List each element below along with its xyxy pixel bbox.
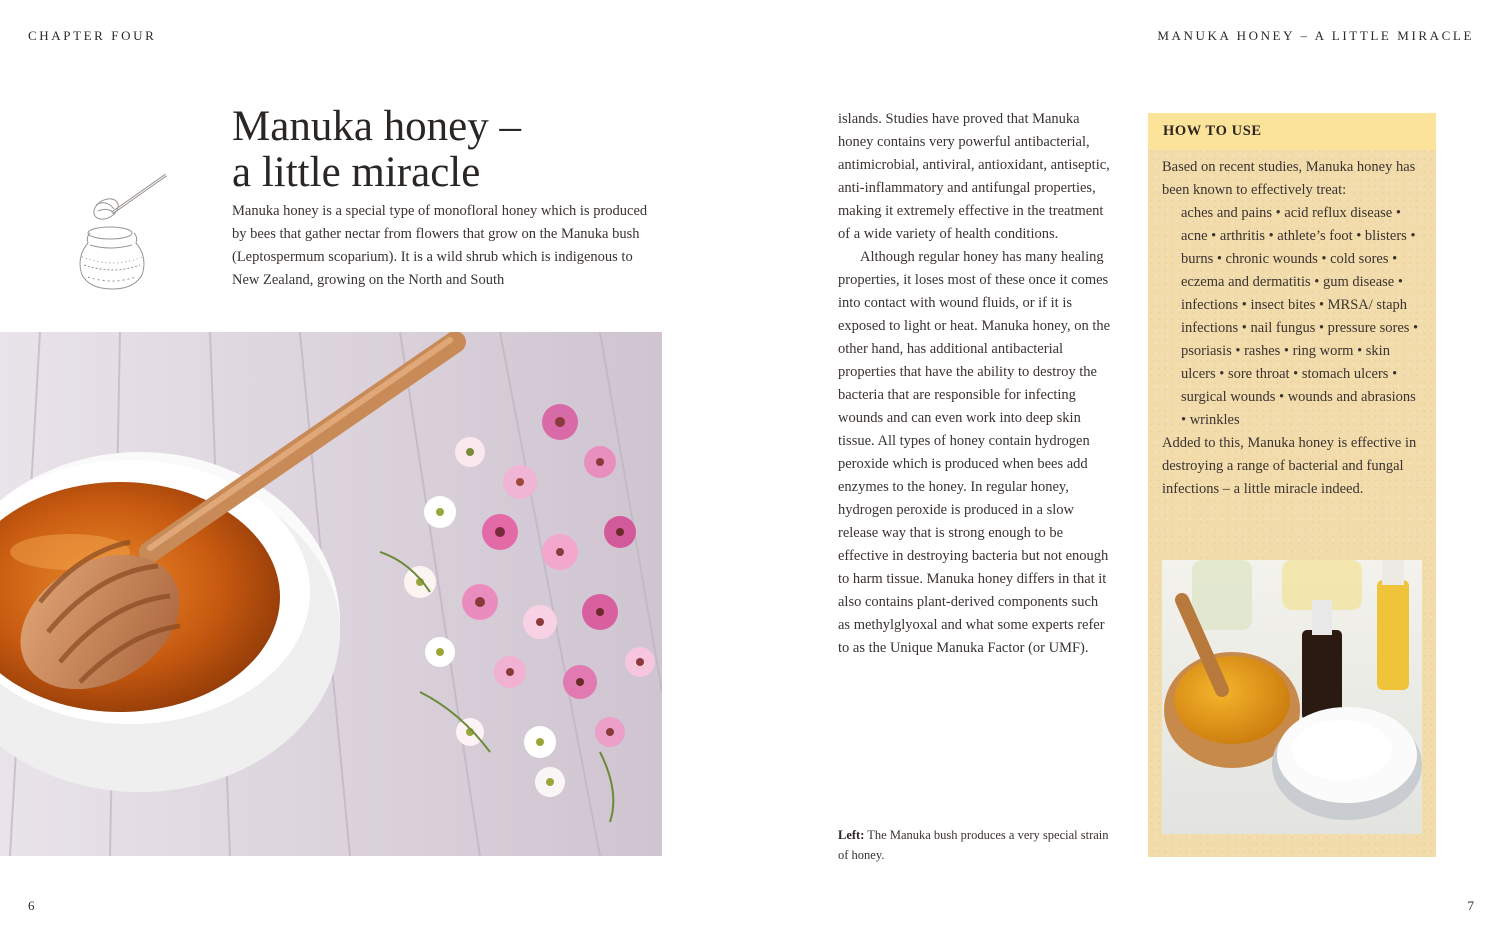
body-paragraph-2: Although regular honey has many healing properties, it loses most of these once it comes into contact with wound fluids, or if it is exposed to light or heat. Manuka honey, on the other hand, has additional antibacterial properties that have the ability to destroy the bacteria that are responsible for infecting wounds and can even work into deep skin tissue. All types of honey contain hydrogen peroxide which is produced when bees add enzymes to the honey. In regular honey, hydrogen peroxide is produced in a slow release way that is strong enough to be effective in destroying bacteria but not enough to harm tissue. Manuka honey differs in that it also contains plant-derived components such as methylglyoxal and what some experts refer to as the Unique Manuka Factor (or UMF). <box>838 249 1111 656</box>
photo-caption <box>838 825 1113 865</box>
article-heading <box>232 104 521 196</box>
caption-label: Left: <box>838 828 865 842</box>
body-column <box>838 108 1113 660</box>
caption-text: The Manuka bush produces a very special strain of honey. <box>838 828 1109 862</box>
heading-line-2: a little miracle <box>232 149 481 196</box>
body-paragraph-1: islands. Studies have proved that Manuka honey contains very powerful antibacterial, antimicrobial, antiviral, antioxidant, antiseptic, anti-inflammatory and antifungal properties, making it extremely effective in the treatment of a wide variety of health conditions. <box>838 111 1110 242</box>
sidebar-header <box>1148 113 1436 150</box>
sidebar-intro: Based on recent studies, Manuka honey has been known to effectively treat: <box>1162 159 1416 198</box>
honey-pot-illustration <box>70 165 180 295</box>
honey-skincare-photo <box>1162 560 1422 834</box>
conditions-list: aches and pains • acid reflux disease • acne • arthritis • athlete’s foot • blisters • burns • chronic wounds • cold sores • eczema and dermatitis • gum disease • infections • insect bites • MRSA/ staph infections • nail fungus • pressure sores • psoriasis • rashes • ring worm • skin ulcers • sore throat • stomach ulcers • surgical wounds • wounds and abrasions • wrinkles <box>1181 205 1419 428</box>
sidebar-title: HOW TO USE <box>1163 123 1262 139</box>
page-number-right: 7 <box>1467 898 1474 913</box>
honey-bowl-photo <box>0 332 662 856</box>
page-number-left: 6 <box>28 898 35 913</box>
running-head-chapter: CHAPTER FOUR <box>28 28 157 43</box>
sidebar-body <box>1148 150 1436 501</box>
intro-paragraph: Manuka honey is a special type of monofloral honey which is produced by bees that gather nectar from flowers that grow on the Manuka bush (Leptospermum scoparium). It is a wild shrub which is indigenous to New Zealand, growing on the North and South <box>232 203 648 288</box>
sidebar-outro: Added to this, Manuka honey is effective in destroying a range of bacterial and fungal infections – a little miracle indeed. <box>1162 435 1417 497</box>
running-head-title: MANUKA HONEY – A LITTLE MIRACLE <box>1157 28 1474 43</box>
how-to-use-sidebar <box>1148 113 1436 857</box>
heading-line-1: Manuka honey – <box>232 103 521 150</box>
